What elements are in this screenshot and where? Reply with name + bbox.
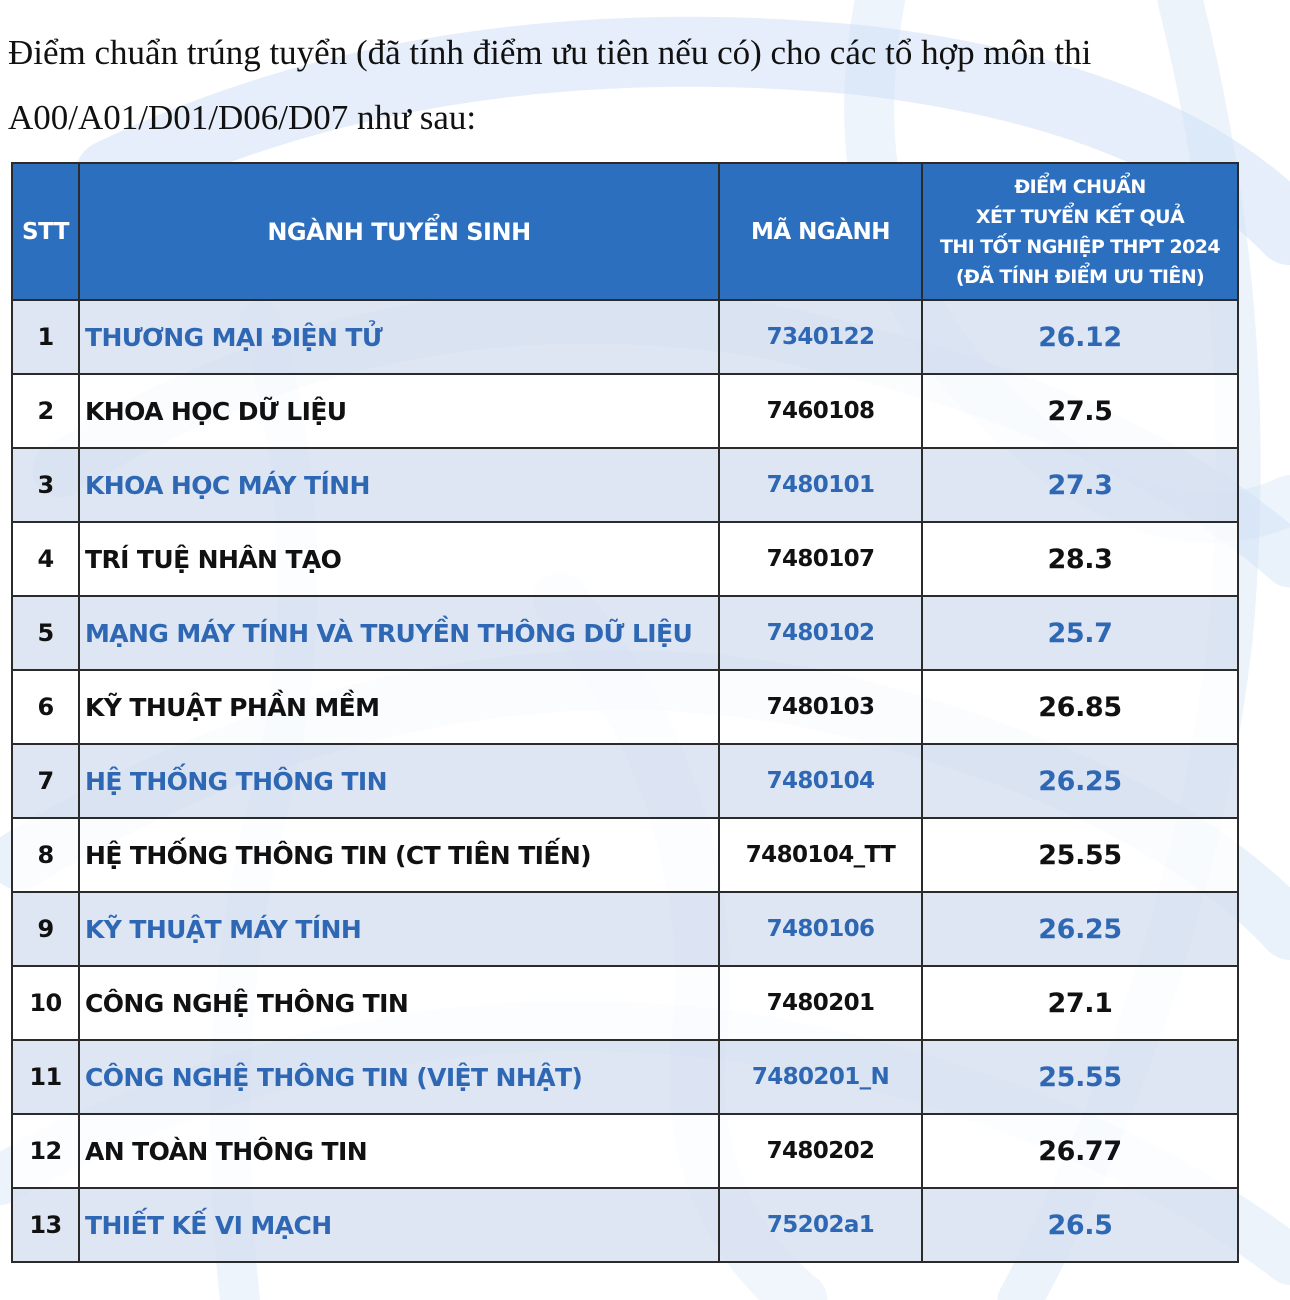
row-score: 27.5: [922, 374, 1238, 448]
table-row: [12, 1114, 1238, 1188]
table-row: [12, 892, 1238, 966]
header-major: NGÀNH TUYỂN SINH: [79, 163, 719, 300]
row-stt: 6: [12, 670, 79, 744]
row-major-code: 7480103: [719, 670, 922, 744]
row-major-code: 7480101: [719, 448, 922, 522]
row-major-code: 7480104: [719, 744, 922, 818]
row-stt: 8: [12, 818, 79, 892]
table-row: [12, 1040, 1238, 1114]
header-code: MÃ NGÀNH: [719, 163, 922, 300]
row-stt: 4: [12, 522, 79, 596]
row-score: 26.12: [922, 300, 1238, 374]
row-major-code: 7480104_TT: [719, 818, 922, 892]
intro-line-2: A00/A01/D01/D06/D07 như sau:: [8, 98, 477, 137]
row-score: 26.77: [922, 1114, 1238, 1188]
row-stt: 11: [12, 1040, 79, 1114]
row-major-name: CÔNG NGHỆ THÔNG TIN (VIỆT NHẬT): [79, 1040, 719, 1114]
row-major-code: 75202a1: [719, 1188, 922, 1262]
admission-scores-table: [11, 162, 1239, 1263]
row-score: 27.3: [922, 448, 1238, 522]
row-major-code: 7480202: [719, 1114, 922, 1188]
intro-line-1: Điểm chuẩn trúng tuyển (đã tính điểm ưu tiên nếu có) cho các tổ hợp môn thi: [8, 33, 1092, 72]
row-major-name: KHOA HỌC MÁY TÍNH: [79, 448, 719, 522]
row-score: 26.25: [922, 892, 1238, 966]
row-score: 26.25: [922, 744, 1238, 818]
row-major-code: 7460108: [719, 374, 922, 448]
row-major-code: 7480107: [719, 522, 922, 596]
table-row: [12, 448, 1238, 522]
row-stt: 2: [12, 374, 79, 448]
row-major-code: 7480102: [719, 596, 922, 670]
row-stt: 10: [12, 966, 79, 1040]
row-major-name: AN TOÀN THÔNG TIN: [79, 1114, 719, 1188]
header-score-line: XÉT TUYỂN KẾT QUẢ: [975, 205, 1185, 228]
row-score: 25.55: [922, 1040, 1238, 1114]
row-score: 26.5: [922, 1188, 1238, 1262]
table-row: [12, 522, 1238, 596]
table-body: [12, 300, 1238, 1262]
intro-paragraph: [8, 20, 1258, 150]
header-stt: STT: [12, 163, 79, 300]
table-row: [12, 744, 1238, 818]
table-row: [12, 374, 1238, 448]
header-score-line: THI TỐT NGHIỆP THPT 2024: [939, 235, 1221, 258]
table-row: [12, 1188, 1238, 1262]
row-major-code: 7480201: [719, 966, 922, 1040]
header-score-line: (ĐÃ TÍNH ĐIỂM ƯU TIÊN): [955, 265, 1205, 288]
row-score: 26.85: [922, 670, 1238, 744]
row-major-name: MẠNG MÁY TÍNH VÀ TRUYỀN THÔNG DỮ LIỆU: [79, 596, 719, 670]
row-score: 25.7: [922, 596, 1238, 670]
header-score-line: ĐIỂM CHUẨN: [1014, 175, 1146, 198]
row-major-code: 7480106: [719, 892, 922, 966]
row-major-name: KỸ THUẬT PHẦN MỀM: [79, 670, 719, 744]
row-major-name: THƯƠNG MẠI ĐIỆN TỬ: [79, 300, 719, 374]
row-major-name: HỆ THỐNG THÔNG TIN (CT TIÊN TIẾN): [79, 818, 719, 892]
table-row: [12, 966, 1238, 1040]
row-major-name: HỆ THỐNG THÔNG TIN: [79, 744, 719, 818]
row-stt: 5: [12, 596, 79, 670]
row-major-name: KỸ THUẬT MÁY TÍNH: [79, 892, 719, 966]
row-stt: 13: [12, 1188, 79, 1262]
row-major-name: THIẾT KẾ VI MẠCH: [79, 1188, 719, 1262]
row-major-name: TRÍ TUỆ NHÂN TẠO: [79, 522, 719, 596]
row-score: 28.3: [922, 522, 1238, 596]
row-major-name: KHOA HỌC DỮ LIỆU: [79, 374, 719, 448]
row-stt: 1: [12, 300, 79, 374]
row-major-name: CÔNG NGHỆ THÔNG TIN: [79, 966, 719, 1040]
row-score: 25.55: [922, 818, 1238, 892]
row-score: 27.1: [922, 966, 1238, 1040]
table-header-row: [12, 163, 1238, 300]
row-stt: 3: [12, 448, 79, 522]
table-row: [12, 300, 1238, 374]
row-stt: 12: [12, 1114, 79, 1188]
table-row: [12, 670, 1238, 744]
row-stt: 7: [12, 744, 79, 818]
row-stt: 9: [12, 892, 79, 966]
row-major-code: 7480201_N: [719, 1040, 922, 1114]
table-row: [12, 596, 1238, 670]
row-major-code: 7340122: [719, 300, 922, 374]
header-score: [922, 163, 1238, 300]
table-row: [12, 818, 1238, 892]
